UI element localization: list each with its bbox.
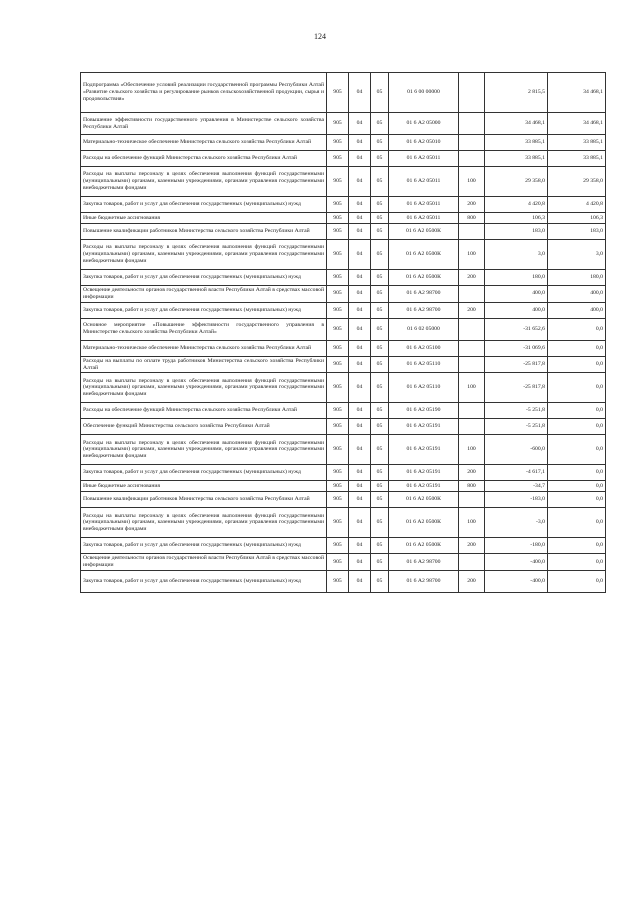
cell-ministry-code: 905 [327, 403, 349, 419]
cell-name: Расходы на выплаты персоналу в целях обеспечения выполнения функций государственными (муниципальными) органами, казенными учреждениями, органами управления государственными внебюджетными фондами [81, 508, 327, 538]
cell-expense-type [459, 419, 485, 435]
table-row [81, 167, 606, 197]
cell-change-amount: -4 617,1 [485, 465, 548, 481]
table-row [81, 373, 606, 403]
cell-expense-type: 800 [459, 213, 485, 224]
table-row [81, 135, 606, 151]
cell-ministry-code: 905 [327, 435, 349, 465]
table-row [81, 270, 606, 286]
cell-target-article: 01 6 А2 05100 [389, 340, 459, 356]
table-body [81, 73, 606, 593]
cell-expense-type [459, 318, 485, 340]
cell-name: Закупка товаров, работ и услуг для обеспечения государственных (муниципальных) нужд [81, 197, 327, 213]
cell-change-amount: 400,0 [485, 286, 548, 303]
table-row [81, 213, 606, 224]
cell-section: 04 [349, 113, 371, 135]
cell-subsection: 05 [371, 167, 389, 197]
cell-target-article: 01 6 А2 05191 [389, 435, 459, 465]
cell-subsection: 05 [371, 213, 389, 224]
table-row [81, 571, 606, 593]
table-row [81, 481, 606, 492]
cell-total-amount: 180,0 [548, 270, 606, 286]
cell-name: Освещение деятельности органов государственной власти Республики Алтай в средствах массовой информации [81, 554, 327, 571]
table-row [81, 465, 606, 481]
cell-target-article: 01 6 00 00000 [389, 73, 459, 113]
cell-change-amount: 2 815,5 [485, 73, 548, 113]
table-row [81, 113, 606, 135]
cell-change-amount: -3,0 [485, 508, 548, 538]
table-row [81, 492, 606, 508]
cell-name: Основное мероприятие «Повышение эффективности государственного управления в Министерстве сельского хозяйства Республики Алтай» [81, 318, 327, 340]
cell-name: Расходы на обеспечение функций Министерства сельского хозяйства Республики Алтай [81, 403, 327, 419]
cell-ministry-code: 905 [327, 419, 349, 435]
cell-change-amount: -31 652,6 [485, 318, 548, 340]
cell-change-amount: 33 885,1 [485, 135, 548, 151]
cell-ministry-code: 905 [327, 73, 349, 113]
cell-expense-type: 200 [459, 465, 485, 481]
cell-section: 04 [349, 240, 371, 270]
cell-ministry-code: 905 [327, 554, 349, 571]
cell-change-amount: -25 817,8 [485, 356, 548, 373]
cell-name: Расходы на выплаты персоналу в целях обеспечения выполнения функций государственными (муниципальными) органами, казенными учреждениями, органами управления государственными внебюджетными фондами [81, 435, 327, 465]
cell-ministry-code: 905 [327, 318, 349, 340]
cell-ministry-code: 905 [327, 571, 349, 593]
cell-total-amount: 0,0 [548, 465, 606, 481]
cell-target-article: 01 6 А2 98700 [389, 554, 459, 571]
cell-expense-type: 200 [459, 538, 485, 554]
cell-target-article: 01 6 А2 0500К [389, 508, 459, 538]
table-row [81, 286, 606, 303]
cell-section: 04 [349, 197, 371, 213]
cell-name: Материально-техническое обеспечение Министерства сельского хозяйства Республики Алтай [81, 135, 327, 151]
cell-change-amount: 106,3 [485, 213, 548, 224]
cell-total-amount: 0,0 [548, 508, 606, 538]
cell-name: Расходы на выплаты персоналу в целях обеспечения выполнения функций государственными (муниципальными) органами, казенными учреждениями, органами управления государственными внебюджетными фондами [81, 167, 327, 197]
cell-section: 04 [349, 508, 371, 538]
cell-expense-type [459, 340, 485, 356]
cell-expense-type: 200 [459, 571, 485, 593]
cell-section: 04 [349, 538, 371, 554]
cell-section: 04 [349, 224, 371, 240]
cell-target-article: 01 6 А2 98700 [389, 302, 459, 318]
cell-total-amount: 0,0 [548, 435, 606, 465]
cell-subsection: 05 [371, 554, 389, 571]
cell-total-amount: 0,0 [548, 419, 606, 435]
cell-change-amount: -25 817,8 [485, 373, 548, 403]
cell-ministry-code: 905 [327, 286, 349, 303]
cell-section: 04 [349, 286, 371, 303]
cell-subsection: 05 [371, 419, 389, 435]
cell-subsection: 05 [371, 270, 389, 286]
table-row [81, 240, 606, 270]
cell-target-article: 01 6 А2 05011 [389, 151, 459, 167]
budget-table [80, 72, 606, 593]
cell-ministry-code: 905 [327, 373, 349, 403]
cell-expense-type [459, 554, 485, 571]
cell-target-article: 01 6 А2 05011 [389, 167, 459, 197]
cell-total-amount: 0,0 [548, 571, 606, 593]
cell-ministry-code: 905 [327, 465, 349, 481]
cell-name: Расходы на выплаты по оплате труда работников Министерства сельского хозяйства Республики Алтай [81, 356, 327, 373]
cell-subsection: 05 [371, 373, 389, 403]
cell-section: 04 [349, 340, 371, 356]
cell-ministry-code: 905 [327, 492, 349, 508]
cell-expense-type [459, 492, 485, 508]
cell-change-amount: -600,0 [485, 435, 548, 465]
cell-section: 04 [349, 356, 371, 373]
cell-target-article: 01 6 А2 05191 [389, 419, 459, 435]
cell-name: Материально-техническое обеспечение Министерства сельского хозяйства Республики Алтай [81, 340, 327, 356]
cell-name: Повышение квалификации работников Министерства сельского хозяйства Республики Алтай [81, 224, 327, 240]
cell-expense-type [459, 135, 485, 151]
cell-ministry-code: 905 [327, 113, 349, 135]
cell-target-article: 01 6 А2 0500К [389, 538, 459, 554]
cell-total-amount: 0,0 [548, 318, 606, 340]
cell-ministry-code: 905 [327, 224, 349, 240]
table-row [81, 73, 606, 113]
cell-section: 04 [349, 302, 371, 318]
cell-ministry-code: 905 [327, 508, 349, 538]
cell-target-article: 01 6 А2 05010 [389, 135, 459, 151]
cell-expense-type [459, 73, 485, 113]
cell-ministry-code: 905 [327, 213, 349, 224]
cell-section: 04 [349, 151, 371, 167]
cell-change-amount: 180,0 [485, 270, 548, 286]
cell-total-amount: 0,0 [548, 492, 606, 508]
cell-name: Закупка товаров, работ и услуг для обеспечения государственных (муниципальных) нужд [81, 571, 327, 593]
cell-expense-type: 200 [459, 197, 485, 213]
cell-name: Закупка товаров, работ и услуг для обеспечения государственных (муниципальных) нужд [81, 270, 327, 286]
cell-subsection: 05 [371, 135, 389, 151]
cell-target-article: 01 6 А2 05190 [389, 403, 459, 419]
cell-section: 04 [349, 481, 371, 492]
cell-expense-type [459, 356, 485, 373]
cell-change-amount: -400,0 [485, 571, 548, 593]
cell-total-amount: 4 420,8 [548, 197, 606, 213]
cell-subsection: 05 [371, 538, 389, 554]
table-row [81, 554, 606, 571]
cell-change-amount: -183,0 [485, 492, 548, 508]
cell-subsection: 05 [371, 465, 389, 481]
cell-section: 04 [349, 465, 371, 481]
cell-expense-type: 100 [459, 435, 485, 465]
cell-name: Расходы на выплаты персоналу в целях обеспечения выполнения функций государственными (муниципальными) органами, казенными учреждениями, органами управления государственными внебюджетными фондами [81, 373, 327, 403]
cell-ministry-code: 905 [327, 197, 349, 213]
cell-target-article: 01 6 А2 05191 [389, 465, 459, 481]
cell-change-amount: 34 468,1 [485, 113, 548, 135]
cell-expense-type [459, 113, 485, 135]
cell-change-amount: 29 358,0 [485, 167, 548, 197]
cell-ministry-code: 905 [327, 240, 349, 270]
cell-total-amount: 0,0 [548, 481, 606, 492]
cell-subsection: 05 [371, 571, 389, 593]
cell-subsection: 05 [371, 508, 389, 538]
cell-ministry-code: 905 [327, 302, 349, 318]
cell-change-amount: 400,0 [485, 302, 548, 318]
cell-name: Расходы на обеспечение функций Министерства сельского хозяйства Республики Алтай [81, 151, 327, 167]
cell-total-amount: 0,0 [548, 340, 606, 356]
table-row [81, 318, 606, 340]
cell-section: 04 [349, 435, 371, 465]
cell-expense-type: 200 [459, 302, 485, 318]
cell-section: 04 [349, 135, 371, 151]
table-row [81, 435, 606, 465]
cell-section: 04 [349, 492, 371, 508]
cell-total-amount: 106,3 [548, 213, 606, 224]
cell-change-amount: -5 251,8 [485, 403, 548, 419]
cell-total-amount: 400,0 [548, 302, 606, 318]
cell-subsection: 05 [371, 481, 389, 492]
cell-ministry-code: 905 [327, 167, 349, 197]
cell-name: Закупка товаров, работ и услуг для обеспечения государственных (муниципальных) нужд [81, 538, 327, 554]
cell-section: 04 [349, 419, 371, 435]
cell-ministry-code: 905 [327, 340, 349, 356]
cell-total-amount: 34 468,1 [548, 73, 606, 113]
cell-change-amount: 3,0 [485, 240, 548, 270]
cell-subsection: 05 [371, 403, 389, 419]
table-row [81, 151, 606, 167]
cell-name: Повышение квалификации работников Министерства сельского хозяйства Республики Алтай [81, 492, 327, 508]
cell-change-amount: -5 251,8 [485, 419, 548, 435]
cell-change-amount: -34,7 [485, 481, 548, 492]
cell-target-article: 01 6 А2 98700 [389, 571, 459, 593]
cell-target-article: 01 6 А2 05011 [389, 213, 459, 224]
cell-target-article: 01 6 А2 05110 [389, 373, 459, 403]
cell-section: 04 [349, 73, 371, 113]
cell-target-article: 01 6 А2 0500К [389, 492, 459, 508]
cell-expense-type: 100 [459, 240, 485, 270]
table-row [81, 403, 606, 419]
cell-expense-type: 800 [459, 481, 485, 492]
cell-change-amount: 183,0 [485, 224, 548, 240]
cell-section: 04 [349, 167, 371, 197]
cell-ministry-code: 905 [327, 481, 349, 492]
cell-section: 04 [349, 403, 371, 419]
cell-change-amount: 33 885,1 [485, 151, 548, 167]
cell-subsection: 05 [371, 224, 389, 240]
cell-total-amount: 0,0 [548, 554, 606, 571]
cell-target-article: 01 6 А2 0500К [389, 224, 459, 240]
cell-target-article: 01 6 А2 0500К [389, 270, 459, 286]
cell-expense-type [459, 151, 485, 167]
cell-name: Повышение эффективности государственного управления в Министерстве сельского хозяйства Республики Алтай [81, 113, 327, 135]
cell-ministry-code: 905 [327, 538, 349, 554]
cell-change-amount: -400,0 [485, 554, 548, 571]
cell-subsection: 05 [371, 151, 389, 167]
cell-total-amount: 0,0 [548, 356, 606, 373]
cell-name: Иные бюджетные ассигнования [81, 213, 327, 224]
cell-change-amount: -31 069,6 [485, 340, 548, 356]
cell-section: 04 [349, 554, 371, 571]
cell-target-article: 01 6 А2 05000 [389, 113, 459, 135]
cell-total-amount: 3,0 [548, 240, 606, 270]
cell-name: Закупка товаров, работ и услуг для обеспечения государственных (муниципальных) нужд [81, 302, 327, 318]
cell-expense-type: 200 [459, 270, 485, 286]
table-row [81, 197, 606, 213]
cell-expense-type [459, 286, 485, 303]
cell-change-amount: -180,0 [485, 538, 548, 554]
table-row [81, 302, 606, 318]
cell-subsection: 05 [371, 356, 389, 373]
cell-total-amount: 33 885,1 [548, 135, 606, 151]
cell-total-amount: 0,0 [548, 403, 606, 419]
cell-subsection: 05 [371, 318, 389, 340]
cell-subsection: 05 [371, 240, 389, 270]
cell-total-amount: 400,0 [548, 286, 606, 303]
cell-target-article: 01 6 02 05000 [389, 318, 459, 340]
cell-expense-type [459, 224, 485, 240]
cell-subsection: 05 [371, 340, 389, 356]
cell-expense-type: 100 [459, 167, 485, 197]
cell-target-article: 01 6 А2 05011 [389, 197, 459, 213]
cell-section: 04 [349, 571, 371, 593]
cell-total-amount: 183,0 [548, 224, 606, 240]
cell-name: Подпрограмма «Обеспечение условий реализации государственной программы Республики Алтай «Развитие сельского хозяйства и регулирование рынков сельскохозяйственной продукции, сырья и продовольствия» [81, 73, 327, 113]
cell-target-article: 01 6 А2 98700 [389, 286, 459, 303]
cell-name: Расходы на выплаты персоналу в целях обеспечения выполнения функций государственными (муниципальными) органами, казенными учреждениями, органами управления государственными внебюджетными фондами [81, 240, 327, 270]
table-row [81, 508, 606, 538]
cell-subsection: 05 [371, 302, 389, 318]
table-row [81, 356, 606, 373]
cell-subsection: 05 [371, 286, 389, 303]
cell-name: Освещение деятельности органов государственной власти Республики Алтай в средствах массовой информации [81, 286, 327, 303]
cell-total-amount: 0,0 [548, 373, 606, 403]
cell-section: 04 [349, 270, 371, 286]
cell-total-amount: 0,0 [548, 538, 606, 554]
cell-name: Обеспечение функций Министерства сельского хозяйства Республики Алтай [81, 419, 327, 435]
cell-subsection: 05 [371, 73, 389, 113]
table-row [81, 538, 606, 554]
cell-subsection: 05 [371, 435, 389, 465]
cell-target-article: 01 6 А2 0500К [389, 240, 459, 270]
cell-ministry-code: 905 [327, 151, 349, 167]
cell-expense-type: 100 [459, 508, 485, 538]
cell-change-amount: 4 420,8 [485, 197, 548, 213]
cell-section: 04 [349, 373, 371, 403]
page-number: 124 [314, 32, 326, 41]
cell-subsection: 05 [371, 197, 389, 213]
cell-ministry-code: 905 [327, 135, 349, 151]
cell-subsection: 05 [371, 492, 389, 508]
table-row [81, 224, 606, 240]
cell-section: 04 [349, 318, 371, 340]
table-row [81, 340, 606, 356]
cell-expense-type: 100 [459, 373, 485, 403]
table-row [81, 419, 606, 435]
cell-target-article: 01 6 А2 05110 [389, 356, 459, 373]
cell-target-article: 01 6 А2 05191 [389, 481, 459, 492]
cell-expense-type [459, 403, 485, 419]
cell-section: 04 [349, 213, 371, 224]
cell-total-amount: 33 885,1 [548, 151, 606, 167]
cell-ministry-code: 905 [327, 356, 349, 373]
cell-ministry-code: 905 [327, 270, 349, 286]
cell-subsection: 05 [371, 113, 389, 135]
cell-name: Иные бюджетные ассигнования [81, 481, 327, 492]
cell-name: Закупка товаров, работ и услуг для обеспечения государственных (муниципальных) нужд [81, 465, 327, 481]
cell-total-amount: 29 358,0 [548, 167, 606, 197]
cell-total-amount: 34 468,1 [548, 113, 606, 135]
